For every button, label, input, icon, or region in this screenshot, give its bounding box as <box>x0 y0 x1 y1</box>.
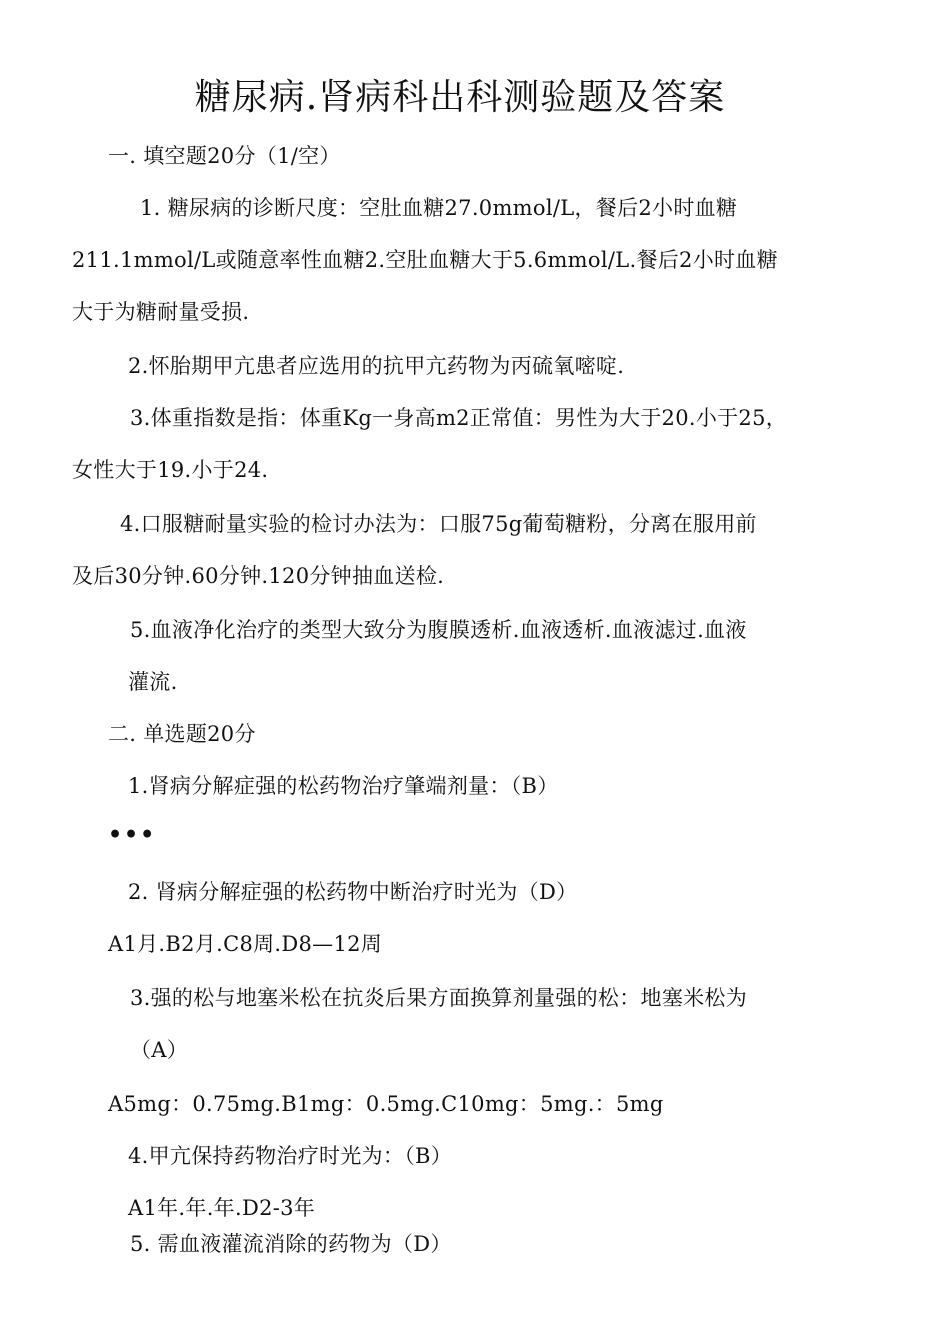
s1-q4-line1: 4.口服糖耐量实验的检讨办法为：口服75g葡萄糖粉，分离在服用前 <box>120 512 757 536</box>
section2-heading: 二. 单选题20分 <box>108 722 256 746</box>
s2-q2: 2. 肾病分解症强的松药物中断治疗时光为（D） <box>128 880 578 904</box>
s1-q4-line2: 及后30分钟.60分钟.120分钟抽血送检. <box>72 564 445 588</box>
s1-q3-line2: 女性大于19.小于24. <box>72 458 269 482</box>
s1-q1-line2: 211.1mmol/L或随意率性血糖2.空肚血糖大于5.6mmol/L.餐后2小时血糖 <box>72 248 778 272</box>
section1-heading: 一. 填空题20分（1/空） <box>108 144 341 168</box>
s2-q5: 5. 需血液灌流消除的药物为（D） <box>130 1232 452 1256</box>
s2-q4-options: A1年.年.年.D2-3年 <box>128 1196 316 1220</box>
s2-q3-options: A5mg：0.75mg.B1mg：0.5mg.C10mg：5mg.：5mg <box>108 1092 664 1116</box>
document-title: 糖尿病.肾病科出科测验题及答案 <box>194 77 726 118</box>
s2-q3-line2: （A） <box>130 1038 189 1062</box>
s1-q1-line3: 大于为糖耐量受损. <box>72 300 250 324</box>
s2-q4: 4.甲亢保持药物治疗时光为：（B） <box>128 1144 453 1168</box>
s2-q2-options: A1月.B2月.C8周.D8—12周 <box>108 932 383 956</box>
s2-q3-line1: 3.强的松与地塞米松在抗炎后果方面换算剂量强的松：地塞米松为 <box>130 986 748 1010</box>
s1-q3-line1: 3.体重指数是指：体重Kg一身高m2正常值：男性为大于20.小于25， <box>130 406 788 430</box>
s1-q2: 2.怀胎期甲亢患者应选用的抗甲亢药物为丙硫氧嘧啶. <box>128 354 625 378</box>
s1-q5-line2: 灌流. <box>128 670 178 694</box>
s1-q5-line1: 5.血液净化治疗的类型大致分为腹膜透析.血液透析.血液滤过.血液 <box>130 618 747 642</box>
s1-q1-line1: 1. 糖尿病的诊断尺度：空肚血糖27.0mmol/L，餐后2小时血糖 <box>140 196 738 220</box>
s2-q1: 1.肾病分解症强的松药物治疗肇端剂量：（B） <box>128 774 559 798</box>
ellipsis-mark: ••• <box>108 822 157 848</box>
